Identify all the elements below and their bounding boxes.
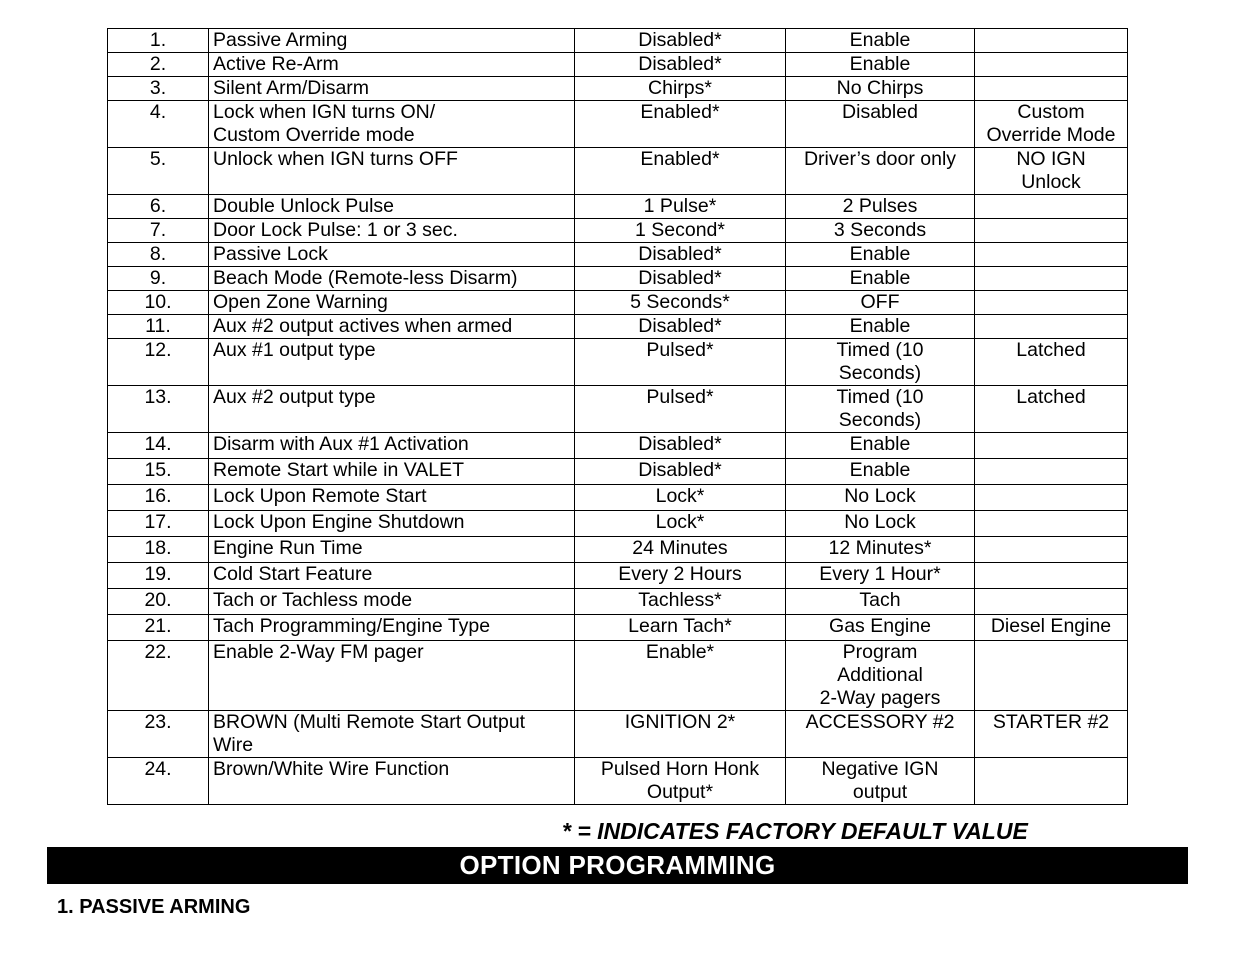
option-name: Beach Mode (Remote-less Disarm) [209, 267, 575, 291]
option-setting-3 [975, 195, 1128, 219]
option-name: Brown/White Wire Function [209, 758, 575, 805]
table-row [108, 148, 1128, 195]
option-setting-3 [975, 291, 1128, 315]
option-number: 16. [108, 485, 209, 511]
option-setting-2: Timed (10 Seconds) [786, 339, 975, 386]
option-setting-1: Pulsed* [575, 386, 786, 433]
option-setting-3: Custom Override Mode [975, 101, 1128, 148]
option-setting-3 [975, 537, 1128, 563]
option-number: 9. [108, 267, 209, 291]
option-setting-2: Tach [786, 589, 975, 615]
option-number: 18. [108, 537, 209, 563]
option-setting-1: 1 Pulse* [575, 195, 786, 219]
option-number: 4. [108, 101, 209, 148]
option-setting-3 [975, 315, 1128, 339]
option-setting-3 [975, 589, 1128, 615]
option-setting-1: Lock* [575, 511, 786, 537]
option-name: Unlock when IGN turns OFF [209, 148, 575, 195]
option-setting-2: 12 Minutes* [786, 537, 975, 563]
table-row [108, 53, 1128, 77]
table-row [108, 563, 1128, 589]
option-name: Lock Upon Engine Shutdown [209, 511, 575, 537]
option-setting-1: Enabled* [575, 148, 786, 195]
options-table [107, 28, 1128, 805]
option-name: Lock Upon Remote Start [209, 485, 575, 511]
option-setting-3 [975, 267, 1128, 291]
option-number: 21. [108, 615, 209, 641]
option-number: 1. [108, 29, 209, 53]
option-name: Tach Programming/Engine Type [209, 615, 575, 641]
table-row [108, 511, 1128, 537]
option-number: 22. [108, 641, 209, 711]
table-row [108, 219, 1128, 243]
option-setting-3 [975, 485, 1128, 511]
option-setting-1: Disabled* [575, 243, 786, 267]
option-name: Lock when IGN turns ON/ Custom Override mode [209, 101, 575, 148]
option-name: Cold Start Feature [209, 563, 575, 589]
option-setting-2: Driver’s door only [786, 148, 975, 195]
option-setting-1: 24 Minutes [575, 537, 786, 563]
option-setting-2: Disabled [786, 101, 975, 148]
option-setting-3: STARTER #2 [975, 711, 1128, 758]
option-setting-2: OFF [786, 291, 975, 315]
option-setting-3 [975, 243, 1128, 267]
option-setting-2: Enable [786, 459, 975, 485]
option-setting-1: Disabled* [575, 267, 786, 291]
option-setting-2: No Lock [786, 511, 975, 537]
option-setting-1: Enabled* [575, 101, 786, 148]
option-setting-2: Every 1 Hour* [786, 563, 975, 589]
option-setting-2: Enable [786, 433, 975, 459]
option-name: Engine Run Time [209, 537, 575, 563]
option-setting-1: Lock* [575, 485, 786, 511]
option-number: 20. [108, 589, 209, 615]
option-setting-1: Tachless* [575, 589, 786, 615]
table-row [108, 315, 1128, 339]
table-row [108, 101, 1128, 148]
option-number: 17. [108, 511, 209, 537]
table-row [108, 291, 1128, 315]
option-setting-1: Disabled* [575, 29, 786, 53]
table-row [108, 589, 1128, 615]
table-row [108, 267, 1128, 291]
option-name: Aux #2 output actives when armed [209, 315, 575, 339]
option-setting-3 [975, 77, 1128, 101]
option-setting-2: Enable [786, 29, 975, 53]
option-number: 19. [108, 563, 209, 589]
option-number: 23. [108, 711, 209, 758]
option-setting-1: Learn Tach* [575, 615, 786, 641]
option-setting-1: IGNITION 2* [575, 711, 786, 758]
option-setting-3: Diesel Engine [975, 615, 1128, 641]
option-name: Enable 2-Way FM pager [209, 641, 575, 711]
option-number: 14. [108, 433, 209, 459]
option-name: BROWN (Multi Remote Start Output Wire [209, 711, 575, 758]
option-setting-2: Enable [786, 243, 975, 267]
factory-default-note: * = INDICATES FACTORY DEFAULT VALUE [562, 818, 1028, 844]
option-name: Aux #1 output type [209, 339, 575, 386]
option-number: 13. [108, 386, 209, 433]
option-setting-3 [975, 641, 1128, 711]
option-name: Door Lock Pulse: 1 or 3 sec. [209, 219, 575, 243]
option-number: 2. [108, 53, 209, 77]
table-row [108, 711, 1128, 758]
table-row [108, 243, 1128, 267]
option-setting-1: Disabled* [575, 53, 786, 77]
section-banner: OPTION PROGRAMMING [47, 847, 1188, 884]
option-setting-3 [975, 758, 1128, 805]
option-name: Remote Start while in VALET [209, 459, 575, 485]
table-row [108, 433, 1128, 459]
option-name: Tach or Tachless mode [209, 589, 575, 615]
option-setting-2: Enable [786, 53, 975, 77]
option-name: Passive Arming [209, 29, 575, 53]
option-setting-1: Pulsed Horn Honk Output* [575, 758, 786, 805]
option-setting-2: Timed (10 Seconds) [786, 386, 975, 433]
option-setting-2: 3 Seconds [786, 219, 975, 243]
option-setting-2: Negative IGN output [786, 758, 975, 805]
option-setting-1: Disabled* [575, 459, 786, 485]
option-setting-1: Every 2 Hours [575, 563, 786, 589]
option-setting-3 [975, 433, 1128, 459]
option-setting-3 [975, 53, 1128, 77]
option-setting-3 [975, 219, 1128, 243]
option-number: 11. [108, 315, 209, 339]
option-setting-2: Enable [786, 315, 975, 339]
table-row [108, 29, 1128, 53]
option-number: 5. [108, 148, 209, 195]
table-row [108, 77, 1128, 101]
option-name: Double Unlock Pulse [209, 195, 575, 219]
table-row [108, 195, 1128, 219]
table-row [108, 459, 1128, 485]
option-name: Active Re-Arm [209, 53, 575, 77]
option-setting-2: 2 Pulses [786, 195, 975, 219]
options-table-body [108, 29, 1128, 805]
option-setting-3 [975, 511, 1128, 537]
option-setting-3 [975, 29, 1128, 53]
option-number: 10. [108, 291, 209, 315]
option-setting-1: Disabled* [575, 315, 786, 339]
option-setting-3: Latched [975, 339, 1128, 386]
option-setting-2: Program Additional 2-Way pagers [786, 641, 975, 711]
option-number: 3. [108, 77, 209, 101]
option-name: Aux #2 output type [209, 386, 575, 433]
option-name: Disarm with Aux #1 Activation [209, 433, 575, 459]
table-row [108, 339, 1128, 386]
option-setting-3 [975, 563, 1128, 589]
option-setting-1: 5 Seconds* [575, 291, 786, 315]
option-number: 24. [108, 758, 209, 805]
option-setting-3: Latched [975, 386, 1128, 433]
option-setting-1: Chirps* [575, 77, 786, 101]
table-row [108, 758, 1128, 805]
option-number: 6. [108, 195, 209, 219]
section-heading: 1. PASSIVE ARMING [57, 896, 251, 918]
table-row [108, 537, 1128, 563]
option-setting-3: NO IGN Unlock [975, 148, 1128, 195]
option-setting-2: No Chirps [786, 77, 975, 101]
table-row [108, 641, 1128, 711]
option-name: Passive Lock [209, 243, 575, 267]
table-row [108, 386, 1128, 433]
option-setting-2: Enable [786, 267, 975, 291]
option-setting-1: Disabled* [575, 433, 786, 459]
option-number: 7. [108, 219, 209, 243]
option-number: 8. [108, 243, 209, 267]
option-setting-1: 1 Second* [575, 219, 786, 243]
option-name: Open Zone Warning [209, 291, 575, 315]
option-setting-1: Enable* [575, 641, 786, 711]
option-number: 12. [108, 339, 209, 386]
option-setting-2: Gas Engine [786, 615, 975, 641]
option-setting-1: Pulsed* [575, 339, 786, 386]
option-setting-2: ACCESSORY #2 [786, 711, 975, 758]
option-name: Silent Arm/Disarm [209, 77, 575, 101]
option-number: 15. [108, 459, 209, 485]
table-row [108, 485, 1128, 511]
table-row [108, 615, 1128, 641]
option-setting-3 [975, 459, 1128, 485]
option-setting-2: No Lock [786, 485, 975, 511]
